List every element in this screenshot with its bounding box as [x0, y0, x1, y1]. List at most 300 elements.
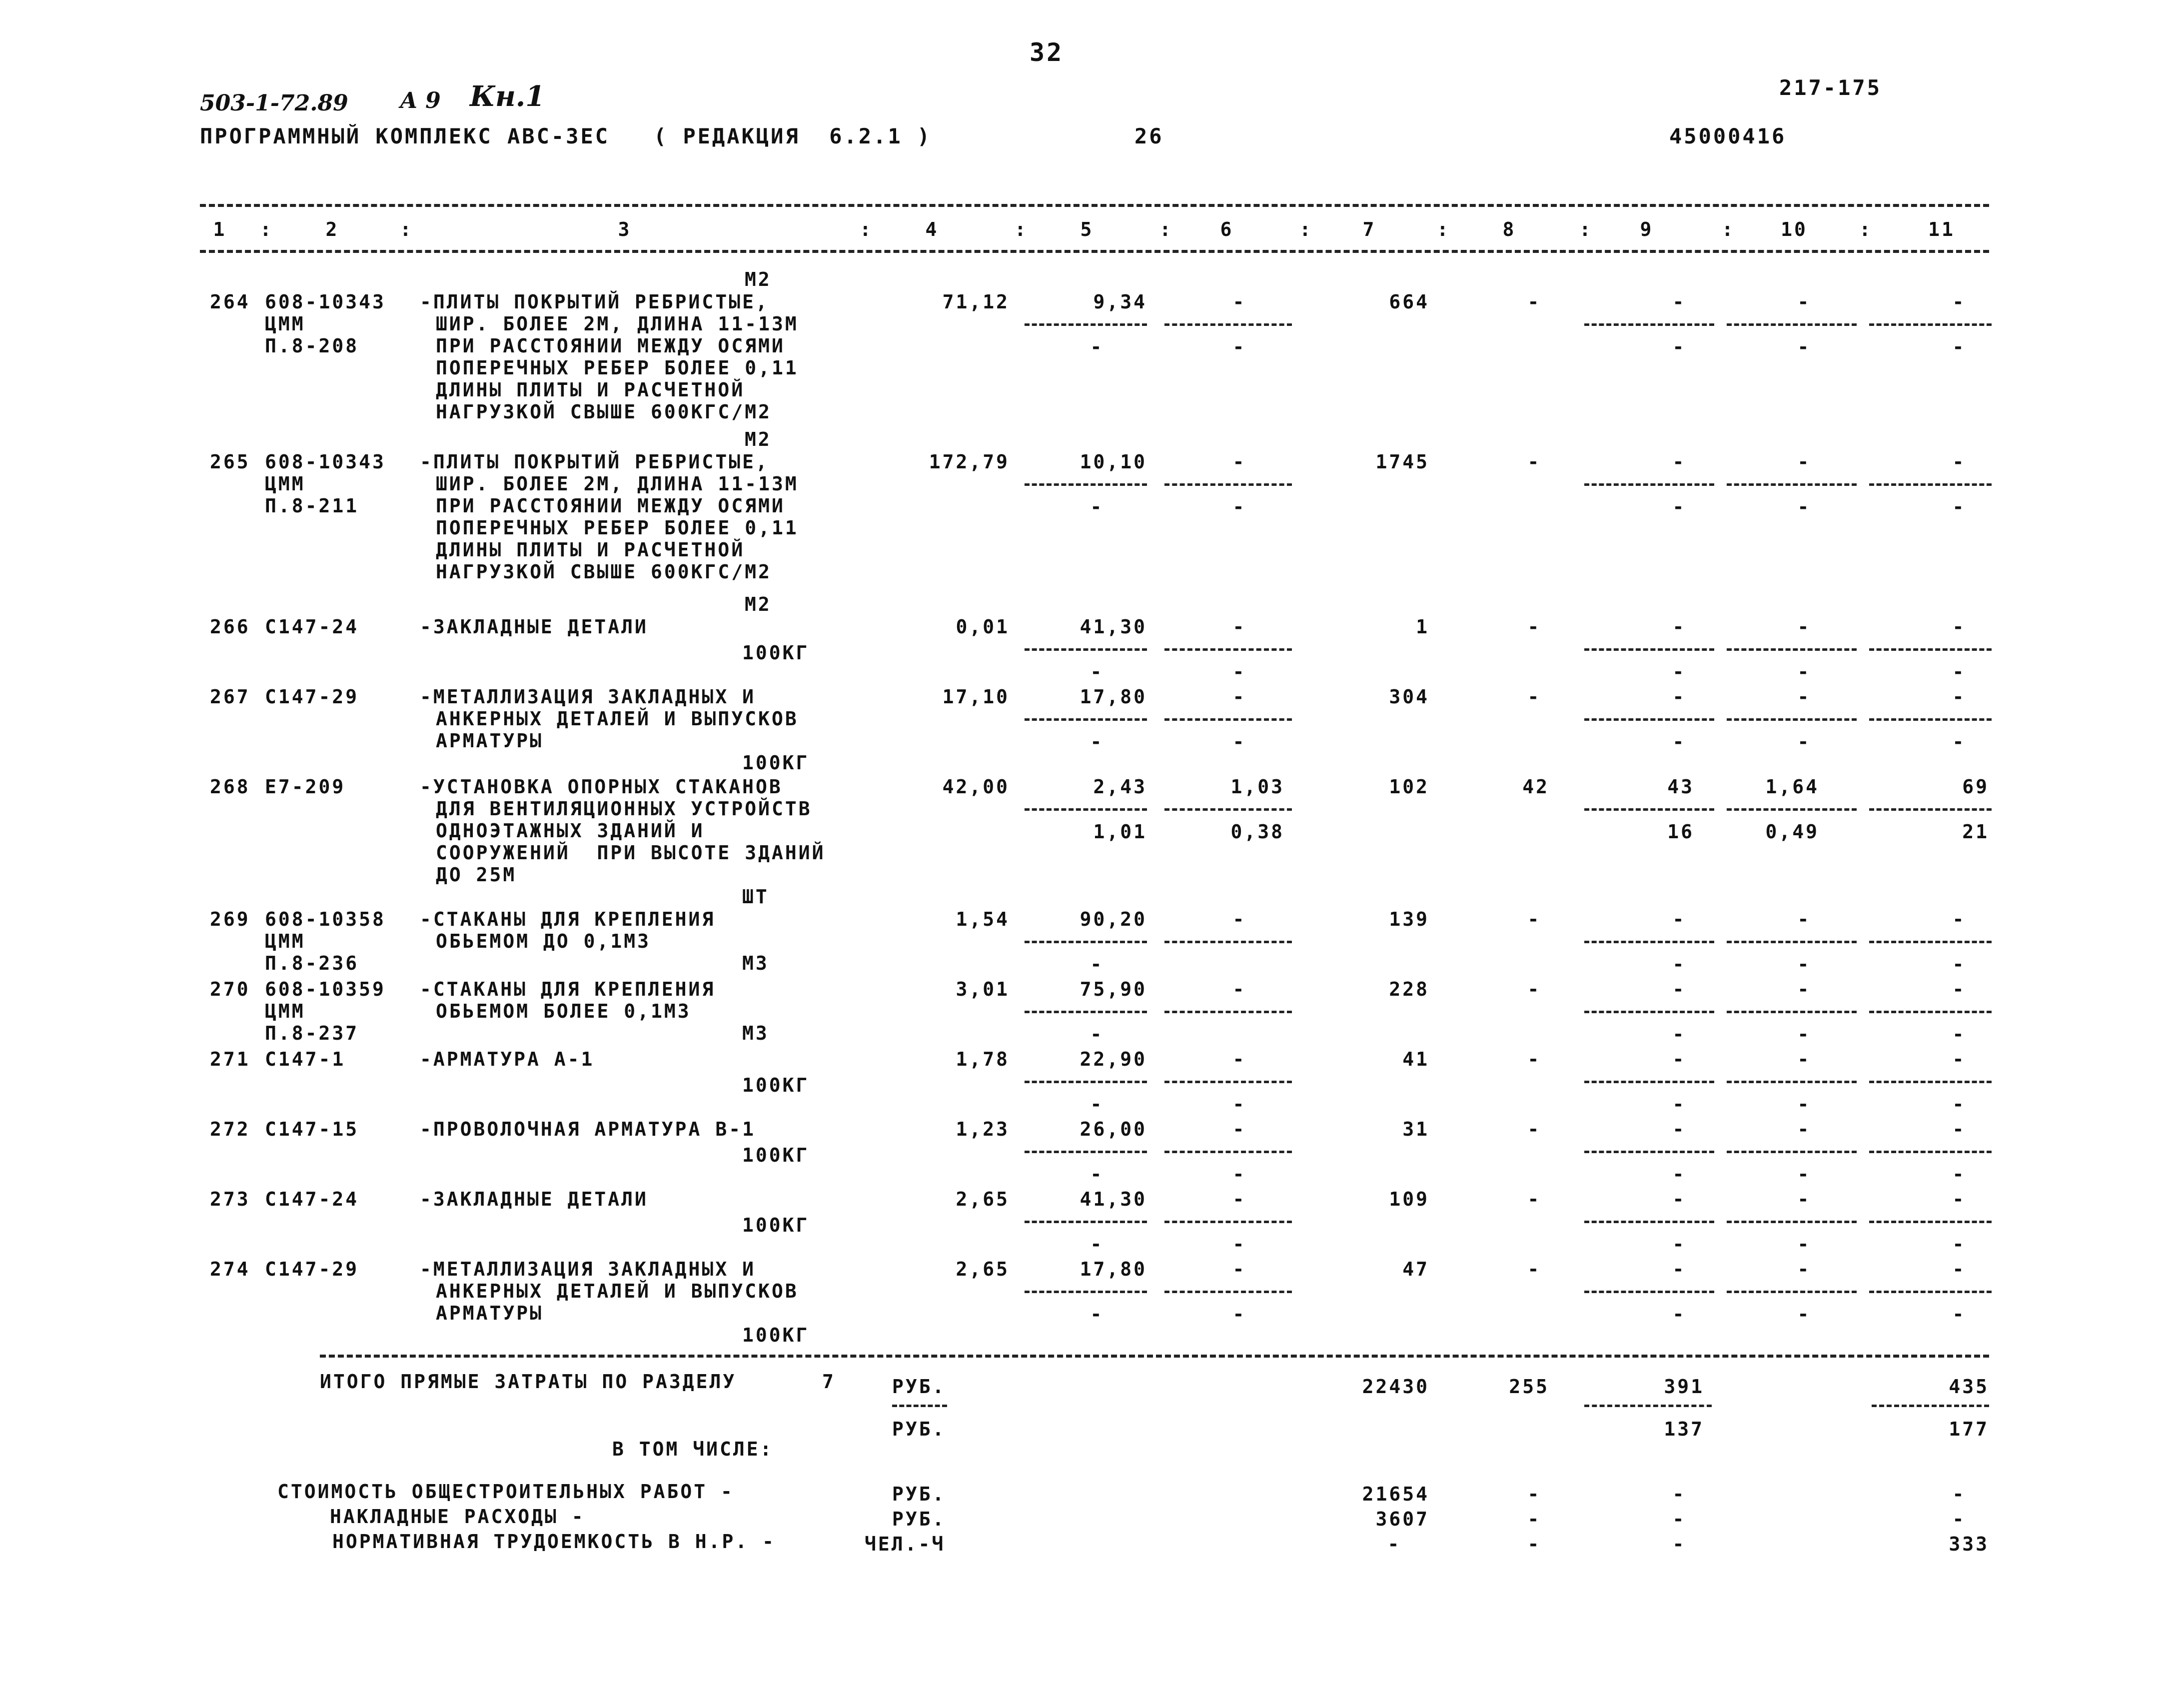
- cell-divider: [1164, 1151, 1292, 1153]
- cell-divider: [1584, 941, 1714, 943]
- cell-c5b: -: [1090, 1023, 1104, 1045]
- cell-divider: [1869, 1081, 1992, 1083]
- cell-divider: [1869, 323, 1992, 326]
- breakdown-unit: РУБ.: [892, 1483, 946, 1505]
- cell-divider: [1025, 808, 1147, 811]
- breakdown-unit: РУБ.: [892, 1508, 946, 1530]
- cell-col8: -: [1527, 1048, 1541, 1070]
- cell-col8: -: [1527, 686, 1541, 708]
- cell-c10: -: [1797, 616, 1811, 638]
- cell-c5b: -: [1090, 1233, 1104, 1255]
- cell-c10: 1,64: [1765, 776, 1819, 798]
- cell-col5: 2,43: [1093, 776, 1147, 798]
- breakdown-col7: 3607: [1375, 1508, 1429, 1530]
- cell-divider: [1584, 1291, 1714, 1293]
- cell-c5b: -: [1090, 731, 1104, 753]
- row-code: П.8-211: [265, 495, 359, 517]
- cell-c9b: -: [1672, 731, 1686, 753]
- cell-col6: -: [1232, 291, 1246, 313]
- column-separator: :: [260, 218, 273, 240]
- breakdown-col7: 21654: [1362, 1483, 1429, 1505]
- cell-divider: [1164, 941, 1292, 943]
- row-description: -УСТАНОВКА ОПОРНЫХ СТАКАНОВ: [420, 776, 783, 798]
- totals-col11: 435: [1949, 1376, 1989, 1398]
- cell-divider: [1727, 941, 1857, 943]
- cell-col6: -: [1232, 1118, 1246, 1140]
- cell-c10: -: [1797, 451, 1811, 473]
- row-description: НАГРУЗКОЙ СВЫШЕ 600КГС/М2: [436, 401, 772, 423]
- row-number: 268: [210, 776, 250, 798]
- cell-c6b: 0,38: [1230, 821, 1284, 843]
- cell-c11: -: [1952, 616, 1966, 638]
- row-description: ОБЬЕМОМ БОЛЕЕ 0,1М3: [436, 1000, 691, 1022]
- cell-divider: [1164, 1221, 1292, 1223]
- row-code: ЦММ: [265, 313, 305, 335]
- column-separator: :: [860, 218, 873, 240]
- cell-c10: -: [1797, 291, 1811, 313]
- column-header-11: 11: [1928, 218, 1955, 240]
- column-separator: :: [1015, 218, 1028, 240]
- cell-c6b: -: [1232, 336, 1246, 358]
- row-number: 264: [210, 291, 250, 313]
- row-description: СООРУЖЕНИЙ ПРИ ВЫСОТЕ ЗДАНИЙ: [436, 842, 826, 864]
- row-number: 266: [210, 616, 250, 638]
- cell-col5: 41,30: [1080, 1188, 1147, 1210]
- cell-c9b: -: [1672, 1303, 1686, 1325]
- row-code: Е7-209: [265, 776, 346, 798]
- cell-col6: -: [1232, 451, 1246, 473]
- row-description: ДЛИНЫ ПЛИТЫ И РАСЧЕТНОЙ: [436, 379, 745, 401]
- cell-divider: [1584, 718, 1714, 721]
- cell-col4: 2,65: [956, 1188, 1010, 1210]
- row-description: -МЕТАЛЛИЗАЦИЯ ЗАКЛАДНЫХ И: [420, 686, 756, 708]
- row-number: 267: [210, 686, 250, 708]
- breakdown-col11: -: [1952, 1483, 1966, 1505]
- totals-col9-lower: 137: [1664, 1418, 1704, 1440]
- sheet-number: 26: [1134, 124, 1164, 148]
- program-title: ПРОГРАММНЫЙ КОМПЛЕКС АВС-3ЕС ( РЕДАКЦИЯ 6.2.1 ): [200, 124, 932, 148]
- cell-c9b: -: [1672, 1093, 1686, 1115]
- row-description: -АРМАТУРА А-1: [420, 1048, 595, 1070]
- cell-c11b: -: [1952, 1303, 1966, 1325]
- cell-col6: -: [1232, 1188, 1246, 1210]
- cell-col8: 42: [1522, 776, 1549, 798]
- cell-c10: -: [1797, 1258, 1811, 1280]
- row-unit: М2: [745, 428, 772, 450]
- breakdown-col8: -: [1527, 1533, 1541, 1555]
- row-code: ЦММ: [265, 930, 305, 952]
- totals-label: ИТОГО ПРЯМЫЕ ЗАТРАТЫ ПО РАЗДЕЛУ: [320, 1371, 737, 1393]
- cell-col5: 22,90: [1080, 1048, 1147, 1070]
- totals-col8: 255: [1509, 1376, 1549, 1398]
- row-description: ПРИ РАССТОЯНИИ МЕЖДУ ОСЯМИ: [436, 335, 785, 357]
- cell-col6: -: [1232, 616, 1246, 638]
- column-separator: :: [1579, 218, 1593, 240]
- cell-divider: [1584, 1221, 1714, 1223]
- cell-c10b: -: [1797, 953, 1811, 975]
- cell-c9b: -: [1672, 1163, 1686, 1185]
- cell-c11b: -: [1952, 953, 1966, 975]
- cell-c9b: -: [1672, 336, 1686, 358]
- cell-col8: -: [1527, 291, 1541, 313]
- cell-divider: [1025, 323, 1147, 326]
- row-unit: М2: [745, 268, 772, 290]
- cell-divider: [1025, 941, 1147, 943]
- row-description: -ПЛИТЫ ПОКРЫТИЙ РЕБРИСТЫЕ,: [420, 291, 769, 313]
- cell-c9: -: [1672, 1118, 1686, 1140]
- cell-col5: 9,34: [1093, 291, 1147, 313]
- cell-col4: 0,01: [956, 616, 1010, 638]
- cell-col8: -: [1527, 1118, 1541, 1140]
- cell-c5b: -: [1090, 953, 1104, 975]
- row-description: ШИР. БОЛЕЕ 2М, ДЛИНА 11-13М: [436, 313, 799, 335]
- cell-col4: 17,10: [942, 686, 1010, 708]
- cell-c9: -: [1672, 291, 1686, 313]
- cell-divider: [1025, 1011, 1147, 1013]
- cell-col7: 1: [1416, 616, 1429, 638]
- cell-col6: -: [1232, 1258, 1246, 1280]
- cell-divider: [1584, 1011, 1714, 1013]
- column-separator: :: [1859, 218, 1873, 240]
- cell-divider: [1164, 483, 1292, 486]
- cell-col5: 90,20: [1080, 908, 1147, 930]
- column-header-10: 10: [1781, 218, 1808, 240]
- cell-c10: -: [1797, 686, 1811, 708]
- row-number: 273: [210, 1188, 250, 1210]
- column-header-8: 8: [1502, 218, 1516, 240]
- row-code: С147-24: [265, 1188, 359, 1210]
- row-unit: М3: [742, 1022, 769, 1044]
- cell-c11b: -: [1952, 1163, 1966, 1185]
- row-number: 269: [210, 908, 250, 930]
- cell-c11b: 21: [1962, 821, 1989, 843]
- breakdown-label: НАКЛАДНЫЕ РАСХОДЫ -: [330, 1506, 585, 1528]
- row-code: С147-15: [265, 1118, 359, 1140]
- cell-c11b: -: [1952, 1093, 1966, 1115]
- cell-divider: [1727, 1151, 1857, 1153]
- including-label: В ТОМ ЧИСЛЕ:: [612, 1438, 774, 1460]
- row-code: С147-24: [265, 616, 359, 638]
- row-number: 274: [210, 1258, 250, 1280]
- cell-divider: [1164, 1011, 1292, 1013]
- breakdown-col7: -: [1387, 1533, 1401, 1555]
- cell-divider: [1727, 1081, 1857, 1083]
- cell-c11: -: [1952, 1188, 1966, 1210]
- cell-c10: -: [1797, 908, 1811, 930]
- row-code: ЦММ: [265, 473, 305, 495]
- row-description: ПОПЕРЕЧНЫХ РЕБЕР БОЛЕЕ 0,11: [436, 517, 799, 539]
- cell-divider: [1164, 323, 1292, 326]
- handwritten-book: Кн.1: [470, 80, 545, 113]
- row-code: ЦММ: [265, 1000, 305, 1022]
- cell-c11: -: [1952, 291, 1966, 313]
- row-number: 271: [210, 1048, 250, 1070]
- row-unit: 100КГ: [742, 642, 810, 664]
- cell-c5b: -: [1090, 496, 1104, 518]
- row-description: -СТАКАНЫ ДЛЯ КРЕПЛЕНИЯ: [420, 908, 716, 930]
- row-code: П.8-236: [265, 952, 359, 974]
- row-code: 608-10343: [265, 451, 386, 473]
- cell-c6b: -: [1232, 1093, 1246, 1115]
- row-unit: 100КГ: [742, 1074, 810, 1096]
- cell-divider: [1727, 718, 1857, 721]
- cell-col4: 1,54: [956, 908, 1010, 930]
- page-number: 32: [1030, 38, 1064, 67]
- column-separator: :: [400, 218, 413, 240]
- column-separator: :: [1437, 218, 1450, 240]
- cell-c5b: -: [1090, 1303, 1104, 1325]
- cell-c11b: -: [1952, 1233, 1966, 1255]
- row-description: АРМАТУРЫ: [436, 730, 544, 752]
- cell-c6b: -: [1232, 1233, 1246, 1255]
- row-description: НАГРУЗКОЙ СВЫШЕ 600КГС/М2: [436, 561, 772, 583]
- cell-divider: [1164, 1291, 1292, 1293]
- cell-c11b: -: [1952, 496, 1966, 518]
- breakdown-label: НОРМАТИВНАЯ ТРУДОЕМКОСТЬ В Н.Р. -: [332, 1531, 776, 1553]
- cell-col5: 17,80: [1080, 1258, 1147, 1280]
- cell-c9b: -: [1672, 496, 1686, 518]
- row-code: 608-10358: [265, 908, 386, 930]
- cell-c10: -: [1797, 1188, 1811, 1210]
- cell-c9b: -: [1672, 1233, 1686, 1255]
- row-unit: ШТ: [742, 886, 769, 908]
- row-description: АНКЕРНЫХ ДЕТАЛЕЙ И ВЫПУСКОВ: [436, 1280, 799, 1302]
- row-code: С147-29: [265, 686, 359, 708]
- cell-divider: [1025, 1221, 1147, 1223]
- cell-divider: [1727, 483, 1857, 486]
- cell-c11: -: [1952, 451, 1966, 473]
- column-header-4: 4: [925, 218, 939, 240]
- row-code: 608-10343: [265, 291, 386, 313]
- cell-col8: -: [1527, 908, 1541, 930]
- cell-c9: 43: [1667, 776, 1694, 798]
- row-description: ПОПЕРЕЧНЫХ РЕБЕР БОЛЕЕ 0,11: [436, 357, 799, 379]
- cell-col4: 42,00: [942, 776, 1010, 798]
- cell-c11: -: [1952, 978, 1966, 1000]
- breakdown-col8: -: [1527, 1508, 1541, 1530]
- cell-col4: 1,23: [956, 1118, 1010, 1140]
- cell-col8: -: [1527, 1188, 1541, 1210]
- cell-divider: [1584, 323, 1714, 326]
- cell-c6b: -: [1232, 496, 1246, 518]
- breakdown-col11: -: [1952, 1508, 1966, 1530]
- cell-c5b: -: [1090, 1093, 1104, 1115]
- cell-col5: 75,90: [1080, 978, 1147, 1000]
- breakdown-col9: -: [1672, 1508, 1686, 1530]
- row-description: -ПЛИТЫ ПОКРЫТИЙ РЕБРИСТЫЕ,: [420, 451, 769, 473]
- row-unit: 100КГ: [742, 1324, 810, 1346]
- row-description: -ЗАКЛАДНЫЕ ДЕТАЛИ: [420, 616, 648, 638]
- cell-c10b: -: [1797, 1093, 1811, 1115]
- cell-c9: -: [1672, 451, 1686, 473]
- cell-c5b: -: [1090, 661, 1104, 683]
- totals-unit: РУБ.: [892, 1376, 946, 1398]
- cell-c5b: 1,01: [1093, 821, 1147, 843]
- cell-col4: 172,79: [929, 451, 1010, 473]
- cell-c6b: -: [1232, 1303, 1246, 1325]
- cell-col5: 10,10: [1080, 451, 1147, 473]
- cell-col8: -: [1527, 616, 1541, 638]
- cell-divider: [1727, 1011, 1857, 1013]
- header-bottom-rule: [200, 250, 1989, 253]
- cell-col6: -: [1232, 978, 1246, 1000]
- row-description: -СТАКАНЫ ДЛЯ КРЕПЛЕНИЯ: [420, 978, 716, 1000]
- handwritten-project-code: 503-1-72.89: [200, 90, 348, 116]
- row-description: ДЛИНЫ ПЛИТЫ И РАСЧЕТНОЙ: [436, 539, 745, 561]
- row-description: ОБЬЕМОМ ДО 0,1М3: [436, 930, 651, 952]
- cell-c5b: -: [1090, 336, 1104, 358]
- cell-c10b: -: [1797, 731, 1811, 753]
- cell-col7: 139: [1389, 908, 1429, 930]
- cell-divider: [1025, 1151, 1147, 1153]
- totals-unit-2: РУБ.: [892, 1418, 946, 1440]
- breakdown-col9: -: [1672, 1533, 1686, 1555]
- column-separator: :: [1299, 218, 1313, 240]
- cell-c10b: -: [1797, 1303, 1811, 1325]
- row-number: 265: [210, 451, 250, 473]
- cell-col7: 228: [1389, 978, 1429, 1000]
- cell-divider: [1727, 808, 1857, 811]
- cell-divider: [1164, 1081, 1292, 1083]
- cell-c10b: -: [1797, 1023, 1811, 1045]
- row-code: С147-29: [265, 1258, 359, 1280]
- cell-c11: -: [1952, 1258, 1966, 1280]
- cell-c11: -: [1952, 686, 1966, 708]
- cell-c9: -: [1672, 1048, 1686, 1070]
- cell-col7: 1745: [1375, 451, 1429, 473]
- row-description: -ЗАКЛАДНЫЕ ДЕТАЛИ: [420, 1188, 648, 1210]
- row-code: П.8-208: [265, 335, 359, 357]
- cell-divider: [1727, 323, 1857, 326]
- cell-col7: 102: [1389, 776, 1429, 798]
- breakdown-label: СТОИМОСТЬ ОБЩЕСТРОИТЕЛЬНЫХ РАБОТ -: [277, 1481, 734, 1503]
- cell-divider: [1869, 1221, 1992, 1223]
- cell-divider: [1727, 648, 1857, 651]
- column-header-6: 6: [1220, 218, 1234, 240]
- row-description: ДО 25М: [436, 864, 517, 886]
- cell-divider: [1727, 1291, 1857, 1293]
- cell-divider: [1025, 1081, 1147, 1083]
- cell-c9b: -: [1672, 1023, 1686, 1045]
- cell-c9: -: [1672, 1258, 1686, 1280]
- table-top-rule: [200, 204, 1989, 207]
- row-code: С147-1: [265, 1048, 346, 1070]
- cell-divider: [1869, 941, 1992, 943]
- cell-c9b: -: [1672, 661, 1686, 683]
- totals-rule: [320, 1355, 1989, 1358]
- row-description: ОДНОЭТАЖНЫХ ЗДАНИЙ И: [436, 820, 705, 842]
- cell-col6: -: [1232, 1048, 1246, 1070]
- cell-c9b: -: [1672, 953, 1686, 975]
- cell-col7: 41: [1402, 1048, 1429, 1070]
- breakdown-col11: 333: [1949, 1533, 1989, 1555]
- cell-c10b: -: [1797, 1233, 1811, 1255]
- cell-divider: [1869, 648, 1992, 651]
- row-description: АНКЕРНЫХ ДЕТАЛЕЙ И ВЫПУСКОВ: [436, 708, 799, 730]
- cell-c9: -: [1672, 978, 1686, 1000]
- totals-col9: 391: [1664, 1376, 1704, 1398]
- column-header-9: 9: [1640, 218, 1654, 240]
- row-description: ДЛЯ ВЕНТИЛЯЦИОННЫХ УСТРОЙСТВ: [436, 798, 812, 820]
- row-unit: 100КГ: [742, 752, 810, 774]
- cell-c11b: -: [1952, 661, 1966, 683]
- cell-c11b: -: [1952, 1023, 1966, 1045]
- totals-divider: [1872, 1405, 1989, 1407]
- cell-c9: -: [1672, 686, 1686, 708]
- cell-col6: -: [1232, 908, 1246, 930]
- cell-col7: 304: [1389, 686, 1429, 708]
- handwritten-album: А 9: [400, 88, 441, 113]
- cell-divider: [1584, 808, 1714, 811]
- cell-divider: [1869, 1151, 1992, 1153]
- totals-section-number: 7: [822, 1371, 836, 1393]
- cell-c11: 69: [1962, 776, 1989, 798]
- cell-col6: -: [1232, 686, 1246, 708]
- cell-col7: 31: [1402, 1118, 1429, 1140]
- cell-divider: [1869, 483, 1992, 486]
- column-header-3: 3: [618, 218, 632, 240]
- cell-col5: 26,00: [1080, 1118, 1147, 1140]
- cell-c11: -: [1952, 1048, 1966, 1070]
- cell-c11: -: [1952, 908, 1966, 930]
- cell-c10b: -: [1797, 496, 1811, 518]
- column-separator: :: [1159, 218, 1173, 240]
- cell-col5: 17,80: [1080, 686, 1147, 708]
- cell-c10b: -: [1797, 661, 1811, 683]
- totals-col11-lower: 177: [1949, 1418, 1989, 1440]
- row-description: -МЕТАЛЛИЗАЦИЯ ЗАКЛАДНЫХ И: [420, 1258, 756, 1280]
- cell-col4: 71,12: [942, 291, 1010, 313]
- cell-col8: -: [1527, 978, 1541, 1000]
- cell-c11: -: [1952, 1118, 1966, 1140]
- row-description: ШИР. БОЛЕЕ 2М, ДЛИНА 11-13М: [436, 473, 799, 495]
- cell-c10b: 0,49: [1765, 821, 1819, 843]
- cell-divider: [1164, 718, 1292, 721]
- row-description: ПРИ РАССТОЯНИИ МЕЖДУ ОСЯМИ: [436, 495, 785, 517]
- cell-col4: 3,01: [956, 978, 1010, 1000]
- totals-col7: 22430: [1362, 1376, 1429, 1398]
- totals-divider: [1584, 1405, 1712, 1407]
- cell-c5b: -: [1090, 1163, 1104, 1185]
- column-header-7: 7: [1362, 218, 1376, 240]
- breakdown-col8: -: [1527, 1483, 1541, 1505]
- breakdown-unit: ЧЕЛ.-Ч: [865, 1533, 946, 1555]
- cell-divider: [1025, 483, 1147, 486]
- row-unit: М2: [745, 593, 772, 615]
- cell-col7: 664: [1389, 291, 1429, 313]
- cell-c10: -: [1797, 978, 1811, 1000]
- cell-divider: [1584, 1151, 1714, 1153]
- row-unit: 100КГ: [742, 1144, 810, 1166]
- row-description: АРМАТУРЫ: [436, 1302, 544, 1324]
- document-id: 45000416: [1669, 124, 1787, 148]
- row-code: П.8-237: [265, 1022, 359, 1044]
- cell-c10: -: [1797, 1118, 1811, 1140]
- cell-col7: 109: [1389, 1188, 1429, 1210]
- cell-col8: -: [1527, 451, 1541, 473]
- cell-c6b: -: [1232, 731, 1246, 753]
- totals-divider: [892, 1405, 947, 1407]
- cell-c9b: 16: [1667, 821, 1694, 843]
- column-header-1: 1: [213, 218, 227, 240]
- column-header-5: 5: [1080, 218, 1094, 240]
- row-code: 608-10359: [265, 978, 386, 1000]
- cell-divider: [1584, 648, 1714, 651]
- column-header-2: 2: [325, 218, 339, 240]
- cell-c10: -: [1797, 1048, 1811, 1070]
- breakdown-col9: -: [1672, 1483, 1686, 1505]
- cell-c9: -: [1672, 908, 1686, 930]
